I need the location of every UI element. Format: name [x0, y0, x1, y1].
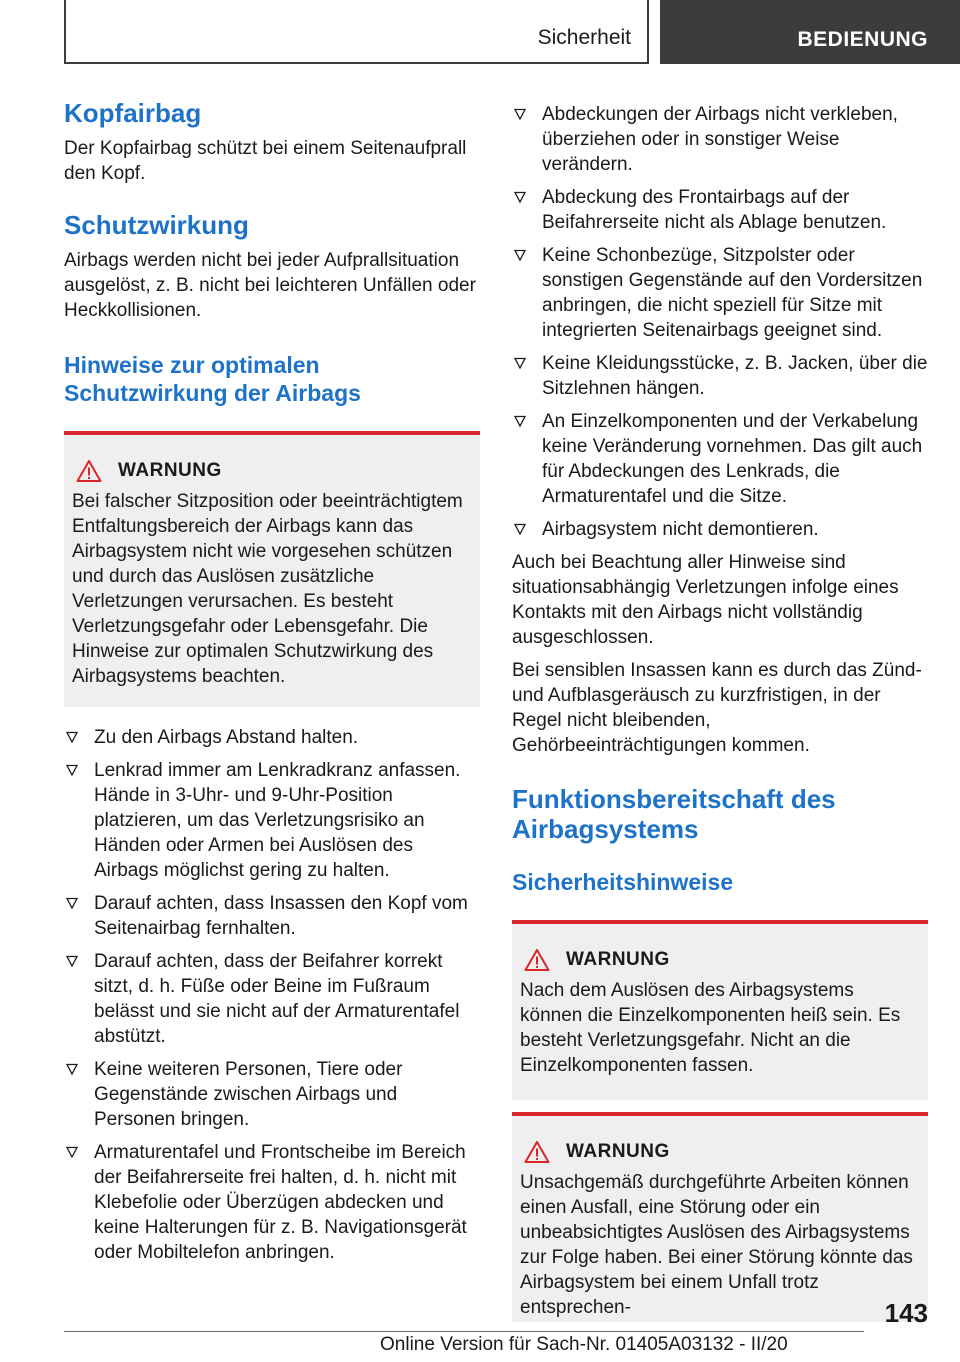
left-column: [64, 98, 480, 1273]
warning-header: [524, 948, 920, 972]
footer-version-text: Online Version für Sach-Nr. 01405A03132 - II/20: [380, 1334, 788, 1355]
triangle-bullet-icon: [66, 955, 78, 967]
list-item: Zu den Airbags Abstand halten.: [64, 725, 480, 750]
triangle-bullet-icon: [514, 415, 526, 427]
warning-text: Unsachgemäß durchgeführte Arbeiten können einen Ausfall, eine Störung oder ein unbeabsichtigtes Auslösen des Airbagsystems zur Folge haben. Bei einer Störung könnte das Airbagsystem bei einem Unfall trotz entsprechen-: [520, 1172, 913, 1318]
paragraph-schutzwirkung: Airbags werden nicht bei jeder Aufprallsituation ausgelöst, z. B. nicht bei leichteren Unfällen oder Heckkollisionen.: [64, 250, 476, 321]
footer-divider: [64, 1331, 864, 1332]
warning-title: WARNUNG: [566, 949, 670, 970]
list-item: Keine Schonbezüge, Sitzpolster oder sonstigen Gegenstände auf den Vordersitzen anbringen, die nicht speziell für Sitze mit integrierten Seitenairbags geeignet sind.: [512, 243, 928, 343]
heading-funktion-line1: Funktionsbereitschaft des: [512, 784, 836, 814]
list-item: Airbagsystem nicht demontieren.: [512, 517, 928, 542]
heading-hinweise-line2: Schutzwirkung der Airbags: [64, 380, 361, 406]
heading-hinweise: [64, 351, 480, 407]
triangle-bullet-icon: [514, 249, 526, 261]
warning-header: [76, 459, 472, 483]
triangle-bullet-icon: [66, 1146, 78, 1158]
heading-funktionsbereitschaft: [512, 784, 928, 844]
triangle-bullet-icon: [66, 1063, 78, 1075]
triangle-bullet-icon: [66, 764, 78, 776]
list-item: Darauf achten, dass Insassen den Kopf vom Seitenairbag fernhalten.: [64, 891, 480, 941]
list-item: Keine Kleidungsstücke, z. B. Jacken, über die Sitzlehnen hängen.: [512, 351, 928, 401]
list-item: Abdeckungen der Airbags nicht verkleben, überziehen oder in sonstiger Weise verändern.: [512, 102, 928, 177]
warning-title: WARNUNG: [566, 1141, 670, 1162]
heading-funktion-line2: Airbagsystems: [512, 814, 699, 844]
heading-hinweise-line1: Hinweise zur optimalen: [64, 352, 320, 378]
triangle-bullet-icon: [66, 897, 78, 909]
list-item: Armaturentafel und Frontscheibe im Bereich der Beifahrerseite frei halten, d. h. nicht mit Klebefolie oder Überzügen abdecken und keine Halterungen für z. B. Navigationsgerät oder Mobiltelefon anbringen.: [64, 1140, 480, 1265]
warning-box-improper-work: [512, 1112, 928, 1322]
list-item: Lenkrad immer am Lenkradkranz anfassen. Hände in 3-Uhr- und 9-Uhr-Position platzieren, um das Verletzungsrisiko an Händen oder Armen bei Auslösen des Airbags möglichst gering zu halten.: [64, 758, 480, 883]
warning-header: [524, 1140, 920, 1164]
triangle-bullet-icon: [514, 191, 526, 203]
warning-box-hot-components: [512, 920, 928, 1100]
warning-text: Nach dem Auslösen des Airbagsystems können die Einzelkomponenten heiß sein. Es besteht Verletzungsgefahr. Nicht an die Einzelkomponenten fassen.: [520, 980, 901, 1076]
warning-title: WARNUNG: [118, 460, 222, 481]
warning-box: [64, 431, 480, 707]
paragraph-situativ: Auch bei Beachtung aller Hinweise sind situationsabhängig Verletzungen infolge eines Kontakts mit den Airbags nicht vollständig ausgeschlossen.: [512, 552, 899, 648]
section-tab: [64, 0, 649, 64]
warning-triangle-icon: [524, 948, 550, 972]
bullet-list-right: [512, 102, 928, 542]
heading-sicherheitshinweise: Sicherheitshinweise: [512, 869, 734, 895]
warning-text: Bei falscher Sitzposition oder beeinträchtigtem Entfaltungsbereich der Airbags kann das Airbagsystem nicht wie vorgesehen schützen und durch das Auslösen zusätzliche Verletzungen verursachen. Es besteht Verletzungsgefahr oder Lebensgefahr. Die Hinweise zur optimalen Schutzwirkung des Airbagsystems beachten.: [72, 491, 463, 687]
section-title: Sicherheit: [537, 26, 631, 49]
triangle-bullet-icon: [514, 523, 526, 535]
bullet-list-left: [64, 725, 480, 1265]
heading-kopfairbag: Kopfairbag: [64, 98, 202, 128]
page-number: 143: [884, 1298, 928, 1328]
triangle-bullet-icon: [514, 108, 526, 120]
right-column: [512, 98, 928, 1322]
list-item: Keine weiteren Personen, Tiere oder Gegenstände zwischen Airbags und Personen bringen.: [64, 1057, 480, 1132]
warning-triangle-icon: [524, 1140, 550, 1164]
triangle-bullet-icon: [514, 357, 526, 369]
paragraph-sensibel: Bei sensiblen Insassen kann es durch das Zünd- und Aufblasgeräusch zu kurzfristigen, in der Regel nicht bleibenden, Gehörbeeinträchtigungen kommen.: [512, 660, 922, 756]
chapter-tab: [660, 0, 960, 64]
list-item: An Einzelkomponenten und der Verkabelung keine Veränderung vornehmen. Das gilt auch für Abdeckungen des Lenkrads, die Armaturentafel und die Sitze.: [512, 409, 928, 509]
warning-triangle-icon: [76, 459, 102, 483]
triangle-bullet-icon: [66, 731, 78, 743]
paragraph-kopfairbag: Der Kopfairbag schützt bei einem Seitenaufprall den Kopf.: [64, 138, 467, 184]
chapter-title: BEDIENUNG: [797, 28, 928, 51]
list-item: Darauf achten, dass der Beifahrer korrekt sitzt, d. h. Füße oder Beine im Fußraum belässt und sie nicht auf der Armaturentafel abstützt.: [64, 949, 480, 1049]
heading-schutzwirkung: Schutzwirkung: [64, 210, 249, 240]
list-item: Abdeckung des Frontairbags auf der Beifahrerseite nicht als Ablage benutzen.: [512, 185, 928, 235]
